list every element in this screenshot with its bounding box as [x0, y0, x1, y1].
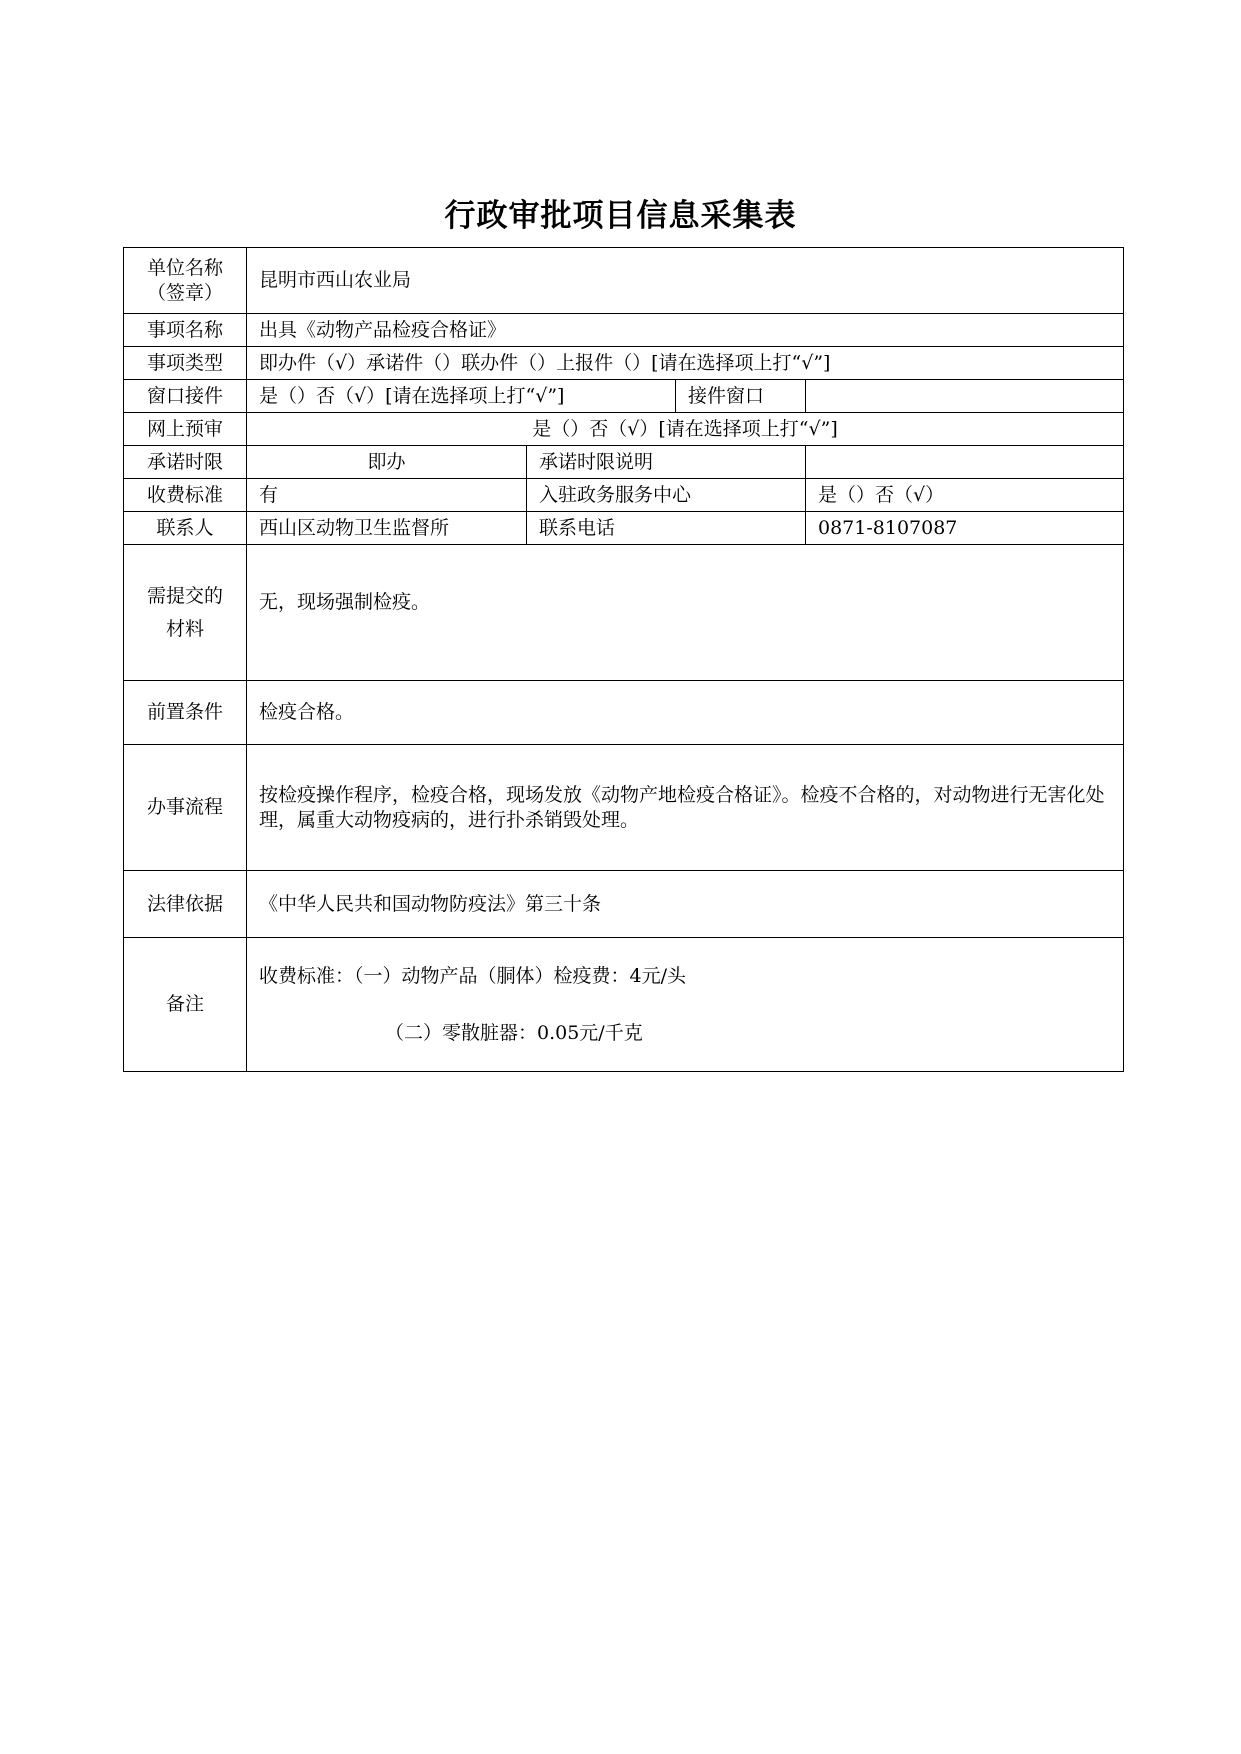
- contact-value: 西山区动物卫生监督所: [247, 512, 527, 545]
- precondition-value: 检疫合格。: [247, 681, 1124, 745]
- unit-value: 昆明市西山农业局: [247, 248, 1124, 314]
- unit-label-line-1: 单位名称: [146, 256, 223, 279]
- row-fee: [124, 479, 1124, 512]
- row-materials: [124, 545, 1124, 681]
- contact-label: 联系人: [124, 512, 247, 545]
- row-precondition: [124, 681, 1124, 745]
- center-value: 是（）否（√）: [806, 479, 1124, 512]
- precondition-label: 前置条件: [124, 681, 247, 745]
- page-title: 行政审批项目信息采集表: [444, 198, 797, 234]
- row-contact: [124, 512, 1124, 545]
- materials-label: [124, 545, 247, 681]
- info-form-table: [123, 247, 1124, 1072]
- limit-note-value: [806, 446, 1124, 479]
- fee-value: 有: [247, 479, 527, 512]
- remark-line-1: 收费标准：（一）动物产品（胴体）检疫费：4元/头: [259, 964, 686, 987]
- unit-label-line-2: （签章）: [146, 281, 223, 304]
- materials-label-line-1: 需提交的: [146, 585, 223, 608]
- item-name-label: 事项名称: [124, 314, 247, 347]
- window-sub-value: [806, 380, 1124, 413]
- phone-value: 0871-8107087: [806, 512, 1124, 545]
- row-window: [124, 380, 1124, 413]
- fee-label: 收费标准: [124, 479, 247, 512]
- row-law: [124, 871, 1124, 938]
- phone-label: 联系电话: [527, 512, 806, 545]
- law-value: 《中华人民共和国动物防疫法》第三十条: [247, 871, 1124, 938]
- online-label: 网上预审: [124, 413, 247, 446]
- limit-note-label: 承诺时限说明: [527, 446, 806, 479]
- window-sub-label: 接件窗口: [676, 380, 806, 413]
- remark-line-2: （二）零散脏器：0.05元/千克: [385, 1021, 643, 1044]
- limit-label: 承诺时限: [124, 446, 247, 479]
- row-online: [124, 413, 1124, 446]
- row-limit: [124, 446, 1124, 479]
- law-label: 法律依据: [124, 871, 247, 938]
- item-type-label: 事项类型: [124, 347, 247, 380]
- remark-spacer: [259, 989, 1111, 1021]
- process-value: 按检疫操作程序，检疫合格，现场发放《动物产地检疫合格证》。检疫不合格的，对动物进行无害化处理，属重大动物疫病的，进行扑杀销毁处理。: [247, 745, 1124, 871]
- materials-value: 无，现场强制检疫。: [247, 545, 1124, 681]
- row-item-name: [124, 314, 1124, 347]
- row-unit: [124, 248, 1124, 314]
- unit-label: [124, 248, 247, 314]
- process-label: 办事流程: [124, 745, 247, 871]
- item-name-value: 出具《动物产品检疫合格证》: [247, 314, 1124, 347]
- remark-value: [247, 938, 1124, 1072]
- window-label: 窗口接件: [124, 380, 247, 413]
- row-process: [124, 745, 1124, 871]
- row-remark: [124, 938, 1124, 1072]
- remark-label: 备注: [124, 938, 247, 1072]
- item-type-value: 即办件（√）承诺件（）联办件（）上报件（）[请在选择项上打“√”]: [247, 347, 1124, 380]
- limit-value: 即办: [247, 446, 527, 479]
- row-item-type: [124, 347, 1124, 380]
- materials-label-line-2: 材料: [165, 617, 204, 640]
- online-value: 是（）否（√）[请在选择项上打“√”]: [247, 413, 1124, 446]
- center-label: 入驻政务服务中心: [527, 479, 806, 512]
- window-value: 是（）否（√）[请在选择项上打“√”]: [247, 380, 676, 413]
